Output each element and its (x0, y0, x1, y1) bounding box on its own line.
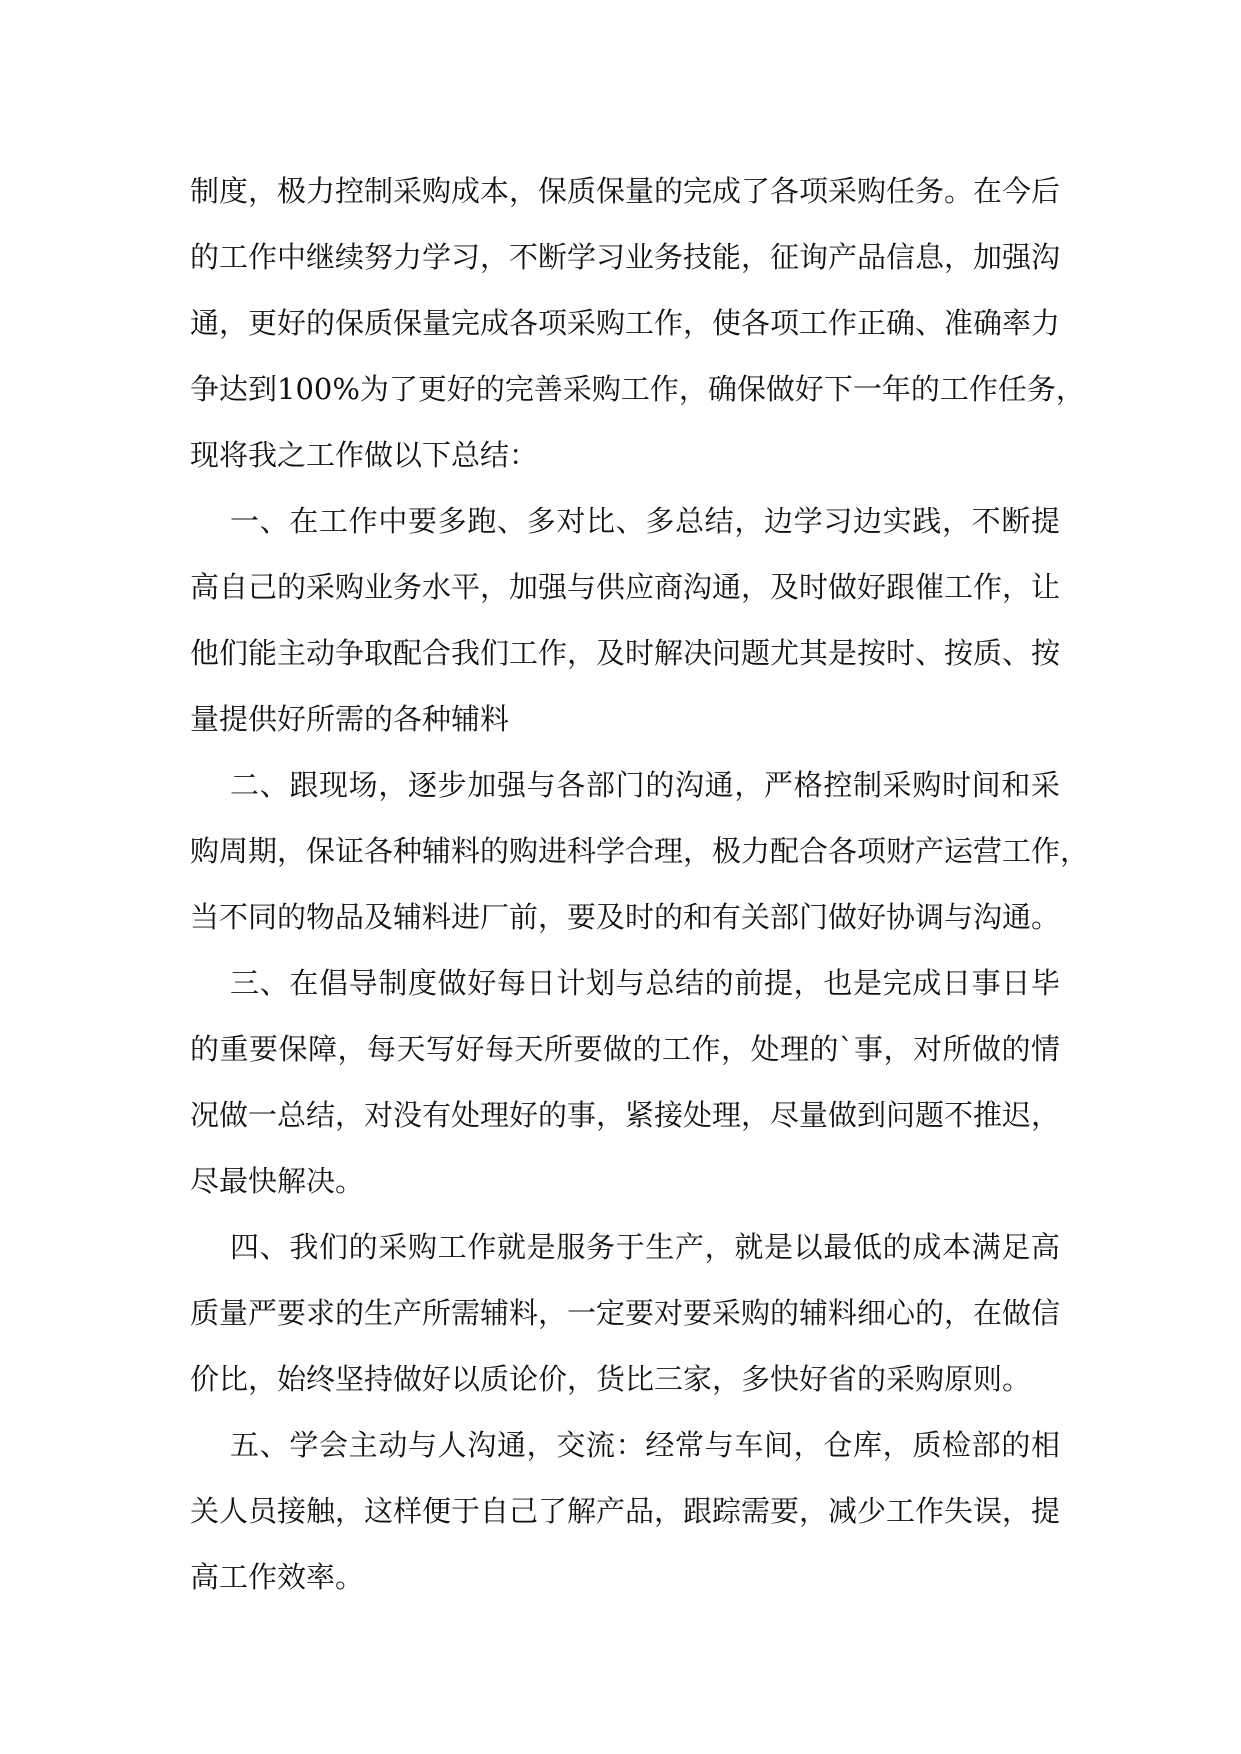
text-line: 争达到100%为了更好的完善采购工作，确保做好下一年的工作任务， (190, 372, 1085, 406)
text-line: 量提供好所需的各种辅料 (190, 702, 510, 736)
text-line: 价比，始终坚持做好以质论价，货比三家，多快好省的采购原则。 (190, 1362, 1032, 1396)
text-line: 况做一总结，对没有处理好的事，紧接处理，尽量做到问题不推迟， (190, 1098, 1061, 1132)
text-line: 购周期，保证各种辅料的购进科学合理，极力配合各项财产运营工作， (190, 834, 1090, 868)
text-line: 高自己的采购业务水平，加强与供应商沟通，及时做好跟催工作，让 (190, 570, 1061, 604)
text-line: 通，更好的保质保量完成各项采购工作，使各项工作正确、准确率力 (190, 306, 1061, 340)
section-4-first-line: 四、我们的采购工作就是服务于生产，就是以最低的成本满足高 (230, 1230, 1060, 1264)
text-line: 他们能主动争取配合我们工作，及时解决问题尤其是按时、按质、按 (190, 636, 1061, 670)
text-line: 尽最快解决。 (190, 1164, 365, 1198)
section-5-first-line: 五、学会主动与人沟通，交流：经常与车间，仓库，质检部的相 (230, 1428, 1060, 1462)
text-line: 高工作效率。 (190, 1560, 365, 1594)
section-1-first-line: 一、在工作中要多跑、多对比、多总结，边学习边实践，不断提 (230, 504, 1060, 538)
text-line: 质量严要求的生产所需辅料，一定要对要采购的辅料细心的，在做信 (190, 1296, 1061, 1330)
text-line: 现将我之工作做以下总结： (190, 438, 539, 472)
document-body (190, 158, 1090, 1610)
text-line: 关人员接触，这样便于自己了解产品，跟踪需要，减少工作失误，提 (190, 1494, 1061, 1528)
text-line: 当不同的物品及辅料进厂前，要及时的和有关部门做好协调与沟通。 (190, 900, 1061, 934)
section-2-first-line: 二、跟现场，逐步加强与各部门的沟通，严格控制采购时间和采 (230, 768, 1060, 802)
section-3-first-line: 三、在倡导制度做好每日计划与总结的前提，也是完成日事日毕 (230, 966, 1060, 1000)
text-line: 的重要保障，每天写好每天所要做的工作，处理的`事，对所做的情 (190, 1032, 1060, 1066)
text-line: 制度，极力控制采购成本，保质保量的完成了各项采购任务。在今后 (190, 174, 1061, 208)
text-line: 的工作中继续努力学习，不断学习业务技能，征询产品信息，加强沟 (190, 240, 1061, 274)
